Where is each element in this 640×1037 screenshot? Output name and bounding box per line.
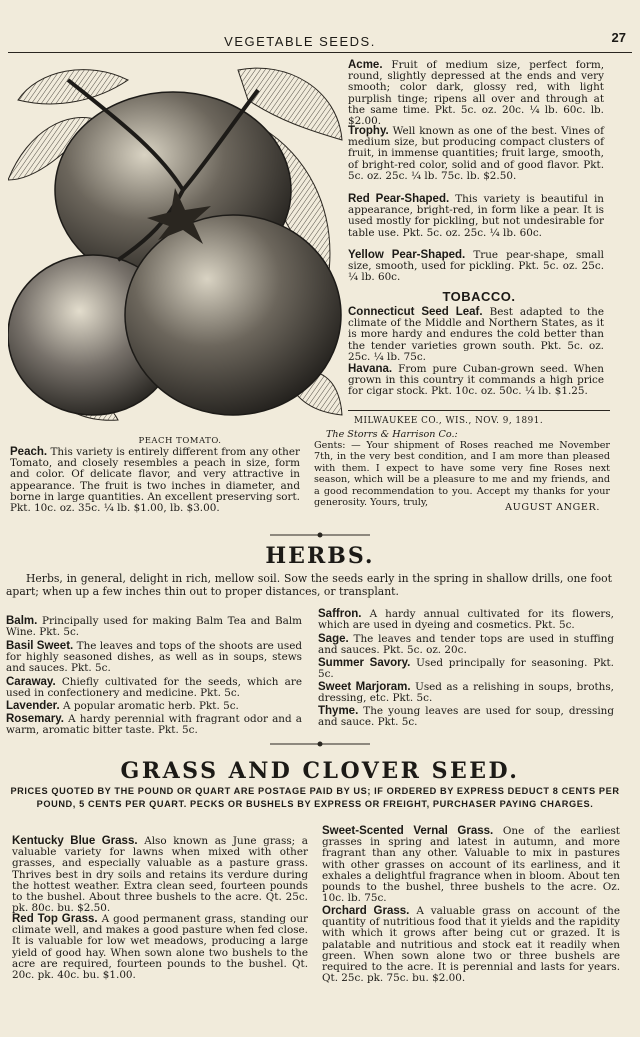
variety-yellow-pear-shaped <box>348 250 604 284</box>
grass-name: Red Top Grass. <box>12 913 98 925</box>
herb-description: A hardy perennial with fragrant odor and a warm, aromatic bitter taste. Pkt. 5c. <box>6 713 302 737</box>
herb-description: A popular aromatic herb. Pkt. 5c. <box>63 700 239 712</box>
grass-sweet-scented-vernal <box>322 826 620 904</box>
grass-description: A valuable grass on account of the quantity of nutritious food that it yields and the rapidity with which it grows after being cut or grazed. It is palatable and nutritious and stock eat it readily when green. When sown alone two or three bushels are required to the acre. It is perennial and lasts for years. Qt. 25c. pk. 75c. bu. $2.00. <box>322 905 620 985</box>
tobacco-rule <box>348 410 610 411</box>
herb-sage <box>318 634 614 656</box>
variety-description: From pure Cuban-grown seed. When grown in this country it commands a high price for cigar stock. Pkt. 10c. oz. 50c. ¼ lb. $1.25. <box>348 363 604 398</box>
variety-name: Peach. <box>10 446 48 458</box>
grass-description: Also known as June grass; a valuable variety for lawns when mixed with other grasses, and especially valuable as a pasture grass. Thrives best in dry soils and retains its verdure during the hottest weather. Extra clean seed, fourteen pounds to the bushel. About three bushels to the acre. Qt. 25c. pk. 80c. bu. $2.50. <box>12 835 308 915</box>
variety-acme <box>348 60 604 127</box>
tobacco-havana <box>348 364 604 398</box>
variety-description: Well known as one of the best. Vines of medium size, but producing compact clusters of fruit, in immense quantities; fruit large, smooth, of bright-red color, solid and of good flavor. Pkt. 5c. oz. 25c. ¼ lb. 75c. lb. $2.50. <box>348 125 604 182</box>
herb-lavender <box>6 701 302 712</box>
variety-red-pear-shaped <box>348 194 604 239</box>
herb-description: Chiefly cultivated for the seeds, which are used in confectionery and medicine. Pkt. 5c. <box>6 676 302 700</box>
grass-heading: GRASS AND CLOVER SEED. <box>120 758 520 784</box>
variety-name: Havana. <box>348 363 393 375</box>
variety-name: Trophy. <box>348 125 389 137</box>
herb-description: The leaves and tops of the shoots are used for highly seasoned dishes, as well as in soups, stews and sauces. Pkt. 5c. <box>6 640 302 675</box>
herb-name: Saffron. <box>318 608 362 620</box>
letter-dateline: MILWAUKEE CO., WIS., NOV. 9, 1891. <box>354 416 544 426</box>
variety-description: True pear-shape, small size, smooth, used for pickling. Pkt. 5c. oz. 25c. ¼ lb. 60c. <box>348 249 604 284</box>
herb-name: Sweet Marjoram. <box>318 681 411 693</box>
variety-description: This variety is beautiful in appearance, bright-red, in form like a pear. It is used mostly for pickling, but not undesirable for table use. Pkt. 5c. oz. 25c. ¼ lb. 60c. <box>348 193 604 239</box>
herb-description: Used as a relishing in soups, broths, dressing, etc. Pkt. 5c. <box>318 681 614 705</box>
variety-description: This variety is entirely different from any other Tomato, and closely resembles a peach in size, form and color. Of delicate flavor, and very attractive in appearance. The fruit is two inches in diameter, and borne in large quantities. An excellent preserving sort. Pkt. 10c. oz. 35c. ¼ lb. $1.00, lb. $3.00. <box>10 446 300 515</box>
herb-name: Basil Sweet. <box>6 640 74 652</box>
tobacco-connecticut <box>348 307 604 363</box>
grass-orchard <box>322 906 620 984</box>
herb-name: Caraway. <box>6 676 56 688</box>
divider-ornament <box>270 532 370 538</box>
variety-peach <box>10 447 300 514</box>
herb-name: Lavender. <box>6 700 60 712</box>
grass-description: One of the earliest grasses in spring and latest in autumn, and more fragrant than any other. Valuable to mix in pastures with other grasses on account of its earliness, and it exhales a delightful fragrance when in bloom. About ten pounds to the bushel, three bushels to the acre. Oz. 10c. lb. 75c. <box>322 825 620 905</box>
herb-name: Summer Savory. <box>318 657 411 669</box>
variety-trophy <box>348 126 604 182</box>
herbs-heading: HERBS. <box>265 543 375 569</box>
herb-name: Thyme. <box>318 705 359 717</box>
variety-name: Red Pear-Shaped. <box>348 193 450 205</box>
variety-name: Connecticut Seed Leaf. <box>348 306 483 318</box>
herb-description: Used principally for seasoning. Pkt. 5c. <box>318 657 614 681</box>
page-header-title: VEGETABLE SEEDS. <box>224 34 376 49</box>
header-rule <box>8 52 632 53</box>
grass-name: Orchard Grass. <box>322 905 410 917</box>
herb-balm <box>6 616 302 638</box>
divider-ornament <box>270 741 370 747</box>
letter-addressee: The Storrs & Harrison Co.: <box>326 429 458 440</box>
herb-rosemary <box>6 714 302 736</box>
herb-sweet-marjoram <box>318 682 614 704</box>
herb-description: The leaves and tender tops are used in stuffing and sauces. Pkt. 5c. oz. 20c. <box>318 633 614 657</box>
herb-description: A hardy annual cultivated for its flowers, which are used in dyeing and cosmetics. Pkt. 5c. <box>318 608 614 632</box>
variety-description: Best adapted to the climate of the Middle and Northern States, as it is more hardy and endures the cold better than the tender varieties grown south. Pkt. 5c. oz. 25c. ¼ lb. 75c. <box>348 306 604 363</box>
herbs-intro: Herbs, in general, delight in rich, mellow soil. Sow the seeds early in the spring in shallow drills, one foot apart; when up a few inches thin out to proper distances, or transplant. <box>6 572 612 598</box>
herb-caraway <box>6 677 302 699</box>
herb-name: Rosemary. <box>6 713 64 725</box>
peach-tomato-illustration <box>8 60 344 428</box>
grass-name: Kentucky Blue Grass. <box>12 835 138 847</box>
herb-thyme <box>318 706 614 728</box>
variety-name: Yellow Pear-Shaped. <box>348 249 466 261</box>
grass-kentucky-blue <box>12 836 308 914</box>
variety-name: Acme. <box>348 59 383 71</box>
letter-body: Gents: — Your shipment of Roses reached me November 7th, in the very best condition, and I am more than pleased with them. I expect to have some very fine Roses next season, which will be a pleasure to me and my friends, and a good recommendation to you. Accept my thanks for your generosity. Yours, truly, <box>314 440 610 509</box>
herb-summer-savory <box>318 658 614 680</box>
herb-description: The young leaves are used for soup, dressing and sauce. Pkt. 5c. <box>318 705 614 729</box>
herb-saffron <box>318 609 614 631</box>
page-number: 27 <box>611 30 626 45</box>
herb-name: Sage. <box>318 633 349 645</box>
tobacco-heading: TOBACCO. <box>442 289 516 304</box>
illustration-caption: PEACH TOMATO. <box>138 436 222 446</box>
herb-description: Principally used for making Balm Tea and Balm Wine. Pkt. 5c. <box>6 615 302 639</box>
grass-red-top <box>12 914 308 981</box>
herb-name: Balm. <box>6 615 38 627</box>
grass-prices-note: PRICES QUOTED BY THE POUND OR QUART ARE POSTAGE PAID BY US; IF ORDERED BY EXPRESS DEDUCT 8 CENTS PER POUND, 5 CENTS PER QUART. PECKS OR BUSHELS BY EXPRESS OR FREIGHT, PURCHASER PAYING CHARGES. <box>10 786 620 809</box>
letter-signature: AUGUST ANGER. <box>505 502 600 513</box>
grass-name: Sweet-Scented Vernal Grass. <box>322 825 494 837</box>
variety-description: Fruit of medium size, perfect form, round, slightly depressed at the ends and very smooth; color dark, glossy red, with light purplish tinge; ripens all over and through at the same time. Pkt. 5c. oz. 20c. ¼ lb. 60c. lb. $2.00. <box>348 59 604 128</box>
grass-description: A good permanent grass, standing our climate well, and makes a good pasture when fed close. It is valuable for low wet meadows, producing a large yield of good hay. When sown alone two bushels to the acre are required, fourteen pounds to the bushel. Qt. 20c. pk. 40c. bu. $1.00. <box>12 913 309 982</box>
herb-basil-sweet <box>6 641 302 675</box>
